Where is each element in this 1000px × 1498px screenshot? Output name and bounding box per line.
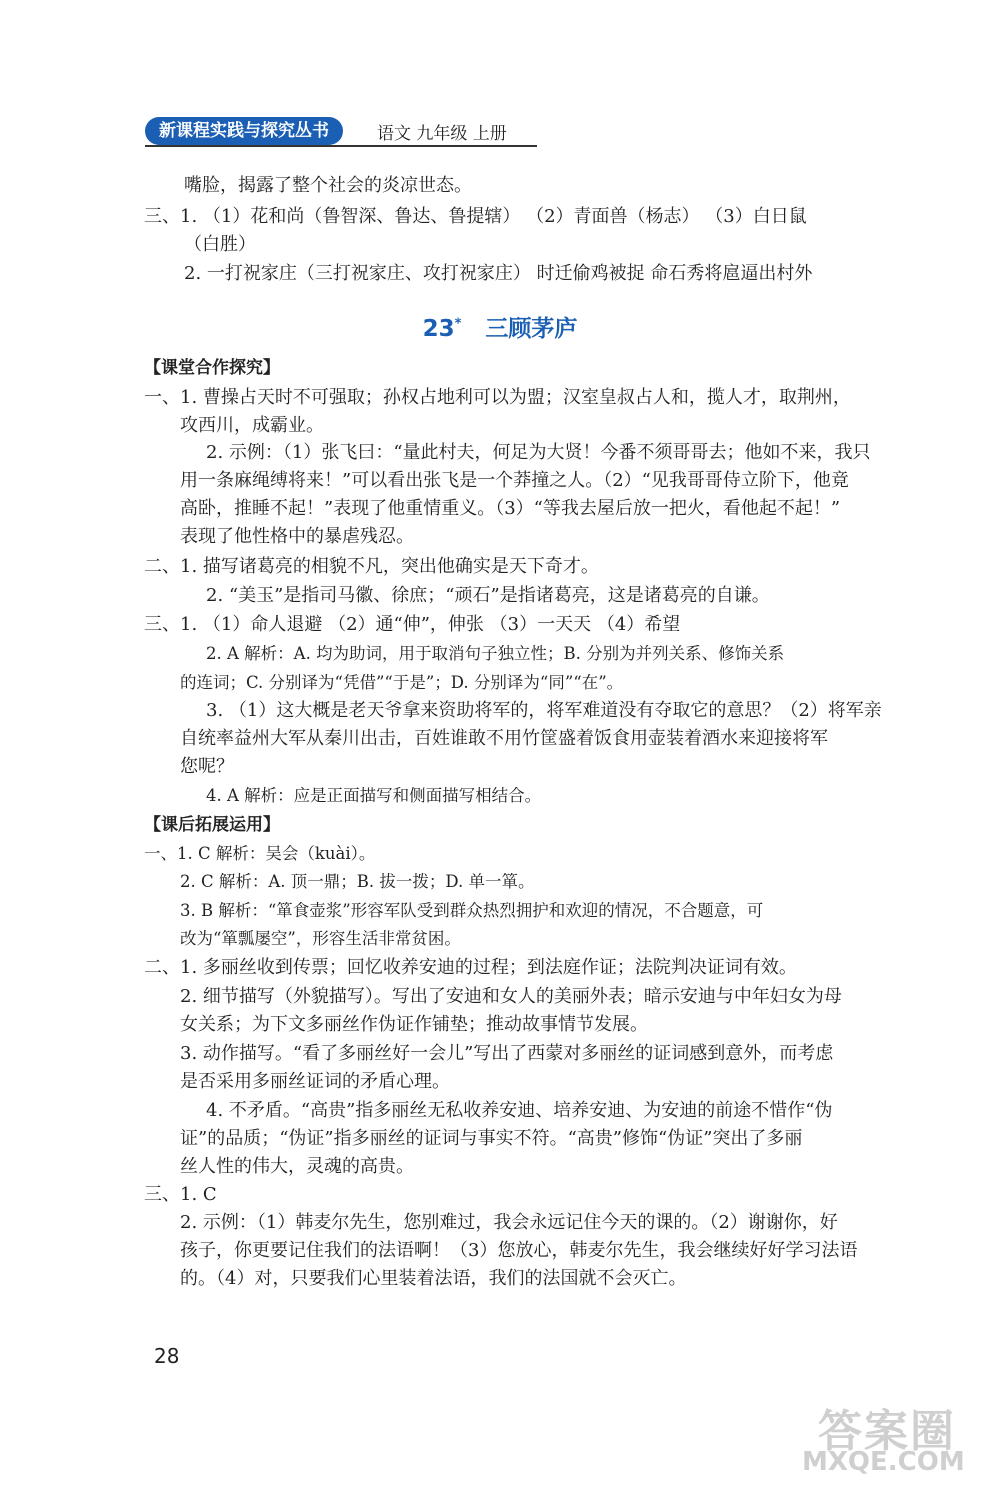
text-line: 三、1. （1）花和尚（鲁智深、鲁达、鲁提辖） （2）青面兽（杨志） （3）白日鼠 [144, 206, 807, 227]
watermark-logo-text: 答案圈 [818, 1406, 956, 1457]
text-line: 的。（4）对，只要我们心里装着法语，我们的法国就不会灭亡。 [180, 1268, 687, 1289]
text-line: 二、1. 描写诸葛亮的相貌不凡，突出他确实是天下奇才。 [144, 556, 599, 577]
text-line: 3. B 解析：“箪食壶浆”形容军队受到群众热烈拥护和欢迎的情况，不合题意，可 [180, 901, 764, 920]
text-line: 三、1. C [144, 1184, 217, 1205]
text-line: 4. A 解析：应是正面描写和侧面描写相结合。 [206, 786, 542, 805]
text-line: 证”的品质；“伪证”指多丽丝的证词与事实不符。“高贵”修饰“伪证”突出了多丽 [180, 1128, 803, 1149]
section-heading: 【课堂合作探究】 [144, 358, 280, 378]
text-line: 2. 示例：（1）张飞曰：“量此村夫，何足为大贤！今番不须哥哥去；他如不来，我只 [206, 442, 871, 463]
text-line: 丝人性的伟大，灵魂的高贵。 [180, 1156, 414, 1177]
watermark-url: MXQE.COM [802, 1447, 965, 1477]
text-line: 3. （1）这大概是老天爷拿来资助将军的，将军难道没有夺取它的意思？（2）将军亲 [206, 700, 882, 721]
book-header [145, 117, 537, 147]
text-line: 自统率益州大军从秦川出击，百姓谁敢不用竹筐盛着饭食用壶装着酒水来迎接将军 [180, 728, 828, 749]
text-line: 女关系；为下文多丽丝作伪证作铺垫；推动故事情节发展。 [180, 1014, 648, 1035]
text-line: 改为“箪瓢屡空”，形容生活非常贫困。 [180, 929, 461, 948]
text-line: 的连词；C. 分别译为“凭借”“于是”；D. 分别译为“同”“在”。 [180, 673, 624, 692]
text-line: 2. “美玉”是指司马徽、徐庶；“顽石”是指诸葛亮，这是诸葛亮的自谦。 [206, 585, 770, 606]
text-line: 2. 一打祝家庄（三打祝家庄、攻打祝家庄） 时迁偷鸡被捉 命石秀将扈逼出村外 [184, 263, 813, 284]
text-line: 嘴脸，揭露了整个社会的炎凉世态。 [184, 175, 472, 196]
text-line: 2. 细节描写（外貌描写）。写出了安迪和女人的美丽外表；暗示安迪与中年妇女为母 [180, 986, 842, 1007]
section-number: 23 [422, 316, 455, 342]
text-line: 2. A 解析：A. 均为助词，用于取消句子独立性；B. 分别为并列关系、修饰关系 [206, 644, 785, 663]
text-line: 用一条麻绳缚将来！”可以看出张飞是一个莽撞之人。（2）“见我哥哥侍立阶下，他竟 [180, 470, 849, 491]
text-line: 高卧，推睡不起！”表现了他重情重义。（3）“等我去屋后放一把火，看他起不起！” [180, 498, 841, 519]
text-line: 是否采用多丽丝证词的矛盾心理。 [180, 1071, 450, 1092]
text-line: 三、1. （1）命人退避 （2）通“伸”，伸张 （3）一天天 （4）希望 [144, 614, 681, 635]
text-line: 攻西川，成霸业。 [180, 415, 324, 436]
text-line: 一、1. 曹操占天时不可强取；孙权占地利可以为盟；汉室皇叔占人和，揽人才，取荆州， [144, 387, 851, 408]
text-line: 2. C 解析：A. 顶一鼎；B. 拔一拨；D. 单一箪。 [180, 872, 535, 891]
watermark [800, 1395, 980, 1485]
page-number: 28 [154, 1344, 180, 1368]
section-heading: 【课后拓展运用】 [144, 815, 280, 835]
section-name: 三顾茅庐 [485, 316, 578, 342]
text-line: 孩子，你更要记住我们的法语啊！（3）您放心，韩麦尔先生，我会继续好好学习法语 [180, 1240, 858, 1261]
subject-label: 语文 九年级 上册 [377, 124, 507, 144]
text-line: 表现了他性格中的暴虐残忍。 [180, 526, 414, 547]
text-line: 2. 示例：（1）韩麦尔先生，您别难过，我会永远记住今天的课的。（2）谢谢你，好 [180, 1212, 838, 1233]
series-badge: 新课程实践与探究丛书 [145, 117, 343, 145]
text-line: （白胜） [184, 234, 256, 255]
text-line: 您呢？ [180, 756, 234, 777]
text-line: 4. 不矛盾。“高贵”指多丽丝无私收养安迪、培养安迪、为安迪的前途不惜作“伪 [206, 1100, 833, 1121]
section-mark: * [454, 316, 462, 332]
text-line: 3. 动作描写。“看了多丽丝好一会儿”写出了西蒙对多丽丝的证词感到意外，而考虑 [180, 1043, 834, 1064]
header-rule [145, 145, 537, 147]
section-title [0, 310, 1000, 343]
text-line: 二、1. 多丽丝收到传票；回忆收养安迪的过程；到法庭作证；法院判决证词有效。 [144, 957, 797, 978]
text-line: 一、1. C 解析：吴会（kuài）。 [144, 844, 376, 863]
